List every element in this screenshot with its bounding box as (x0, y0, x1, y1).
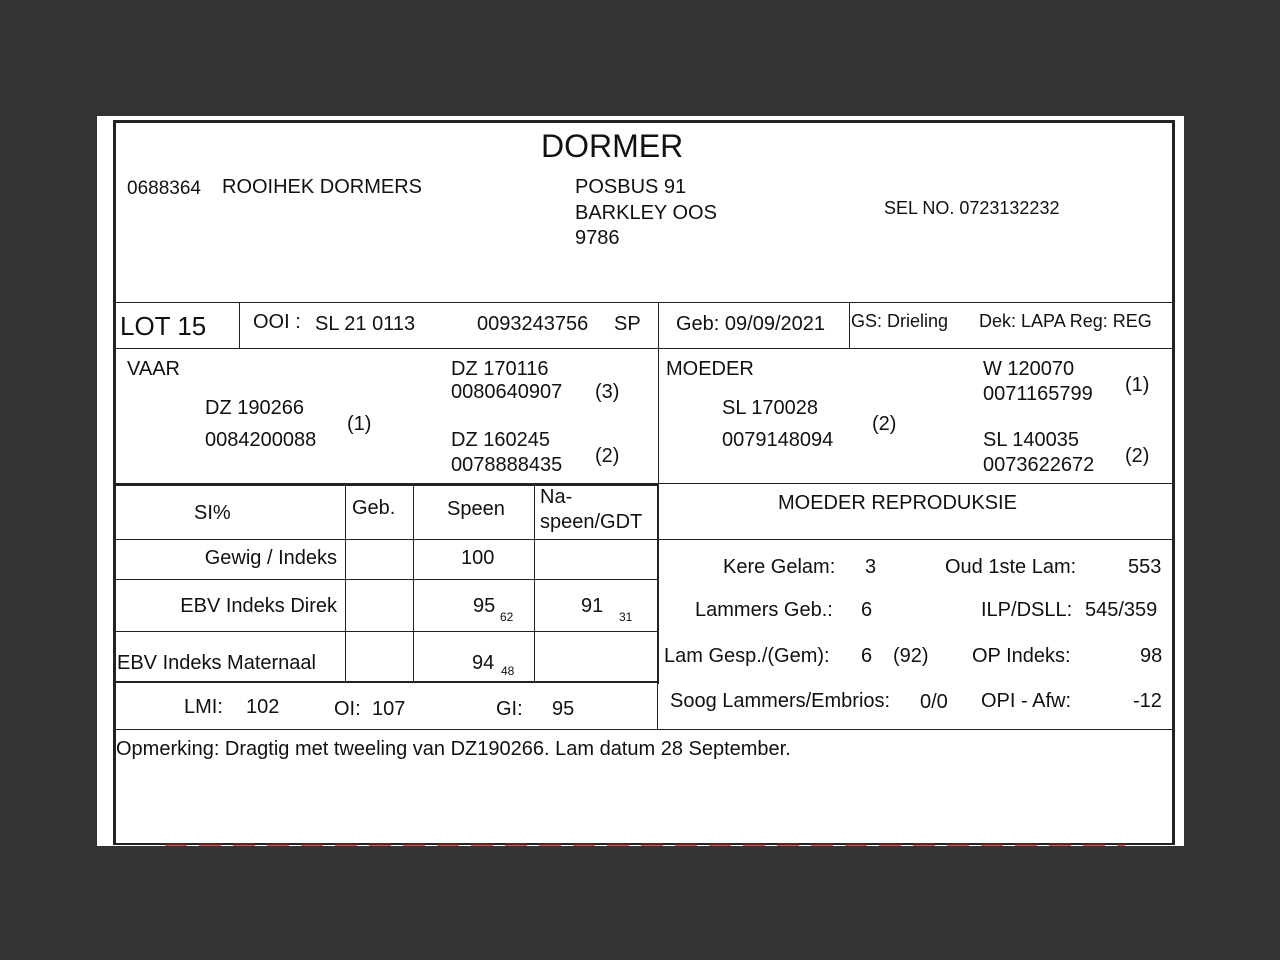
oud-label: Oud 1ste Lam: (945, 556, 1077, 578)
page-title: DORMER (541, 128, 684, 164)
ilp-label: ILP/DSLL: (981, 599, 1073, 621)
row-label-maternaal: EBV Indeks Maternaal (117, 652, 316, 674)
direk-naspeen-accuracy: 31 (619, 610, 633, 624)
divider (113, 302, 1175, 303)
vaar-dam-reg: 0078888435 (451, 454, 563, 476)
kere-label: Kere Gelam: (723, 556, 836, 578)
lmi-label: LMI: (184, 696, 223, 718)
moeder-dam-reg: 0073622672 (983, 454, 1095, 476)
op-value: 98 (1140, 645, 1163, 667)
moeder-sire-reg: 0071165799 (983, 383, 1093, 405)
gewig-speen-value: 100 (461, 547, 495, 569)
vaar-sire-id: DZ 170116 (451, 358, 549, 380)
ooi-grade: SP (614, 313, 641, 335)
reproduction-heading: MOEDER REPRODUKSIE (778, 492, 1017, 514)
ilp-value: 545/359 (1085, 599, 1158, 621)
direk-naspeen-value: 91 (581, 595, 604, 617)
maternaal-speen-value: 94 (472, 652, 495, 674)
remark: Opmerking: Dragtig met tweeling van DZ190266. Lam datum 28 September. (116, 738, 791, 760)
kere-value: 3 (865, 556, 877, 578)
divider (113, 484, 659, 486)
soog-value: 0/0 (920, 691, 948, 713)
naspeen-header-line-2: speen/GDT (540, 511, 643, 533)
direk-speen-accuracy: 62 (500, 610, 514, 624)
breeder-number: 0688364 (127, 178, 201, 199)
moeder-dam-id: SL 140035 (983, 429, 1080, 451)
divider (113, 631, 659, 632)
gi-value: 95 (552, 698, 575, 720)
moeder-id: SL 170028 (722, 397, 819, 419)
geb-header: Geb. (352, 497, 396, 519)
lammers-label: Lammers Geb.: (695, 599, 833, 621)
naspeen-header-line-1: Na- (540, 486, 573, 508)
divider (849, 302, 850, 348)
vaar-sire-reg: 0080640907 (451, 381, 563, 403)
cut-off-text-line (165, 843, 1125, 846)
gesp-label: Lam Gesp./(Gem): (664, 645, 830, 667)
moeder-dam-grade: (2) (1125, 445, 1150, 467)
si-header: SI% (194, 502, 231, 524)
gesp-value: 6 (861, 645, 873, 667)
ooi-reg-number: 0093243756 (477, 313, 589, 335)
phone-number: SEL NO. 0723132232 (884, 198, 1060, 218)
card-border-right (1172, 120, 1175, 844)
lot-card (97, 116, 1184, 846)
vaar-dam-id: DZ 160245 (451, 429, 550, 451)
address-line-2: BARKLEY OOS (575, 202, 717, 224)
op-label: OP Indeks: (972, 645, 1071, 667)
row-label-direk: EBV Indeks Direk (180, 595, 337, 617)
row-label-gewig: Gewig / Indeks (204, 547, 337, 569)
divider (534, 484, 535, 682)
moeder-sire-id: W 120070 (983, 358, 1075, 380)
card-border-top (113, 120, 1175, 123)
speen-header: Speen (447, 498, 505, 520)
divider (113, 579, 659, 580)
moeder-sire-grade: (1) (1125, 374, 1150, 396)
divider (113, 729, 1175, 730)
divider (113, 539, 1175, 540)
soog-label: Soog Lammers/Embrios: (670, 690, 891, 712)
lammers-value: 6 (861, 599, 873, 621)
vaar-label: VAAR (127, 358, 180, 380)
lmi-value: 102 (246, 696, 280, 718)
opi-label: OPI - Afw: (981, 690, 1072, 712)
vaar-grade: (1) (347, 413, 372, 435)
vaar-id: DZ 190266 (205, 397, 304, 419)
lot-number: LOT 15 (120, 311, 207, 341)
address-line-3: 9786 (575, 227, 620, 249)
birth-status: GS: Drieling (851, 311, 949, 331)
divider (239, 302, 240, 348)
oud-value: 553 (1128, 556, 1162, 578)
oi-value: 107 (372, 698, 406, 720)
divider (113, 681, 659, 683)
divider (113, 348, 1175, 349)
dek-reg: Dek: LAPA Reg: REG (979, 311, 1152, 331)
address-line-1: POSBUS 91 (575, 176, 687, 198)
breeder-name: ROOIHEK DORMERS (222, 176, 423, 198)
birth-date: Geb: 09/09/2021 (676, 313, 826, 335)
moeder-grade: (2) (872, 413, 897, 435)
opi-value: -12 (1133, 690, 1162, 712)
divider (345, 484, 346, 682)
vaar-reg: 0084200088 (205, 429, 317, 451)
gi-label: GI: (496, 698, 523, 720)
divider (658, 302, 659, 484)
vaar-dam-grade: (2) (595, 445, 620, 467)
ooi-id: SL 21 0113 (315, 313, 416, 335)
divider (657, 484, 659, 684)
card-border-left (113, 120, 116, 844)
vaar-sire-grade: (3) (595, 381, 620, 403)
oi-label: OI: (334, 698, 361, 720)
divider (413, 484, 414, 682)
divider (657, 682, 658, 729)
moeder-label: MOEDER (666, 358, 754, 380)
moeder-reg: 0079148094 (722, 429, 834, 451)
ooi-label: OOI : (253, 311, 301, 333)
gem-value: (92) (893, 645, 929, 667)
direk-speen-value: 95 (473, 595, 496, 617)
maternaal-speen-accuracy: 48 (501, 664, 515, 678)
